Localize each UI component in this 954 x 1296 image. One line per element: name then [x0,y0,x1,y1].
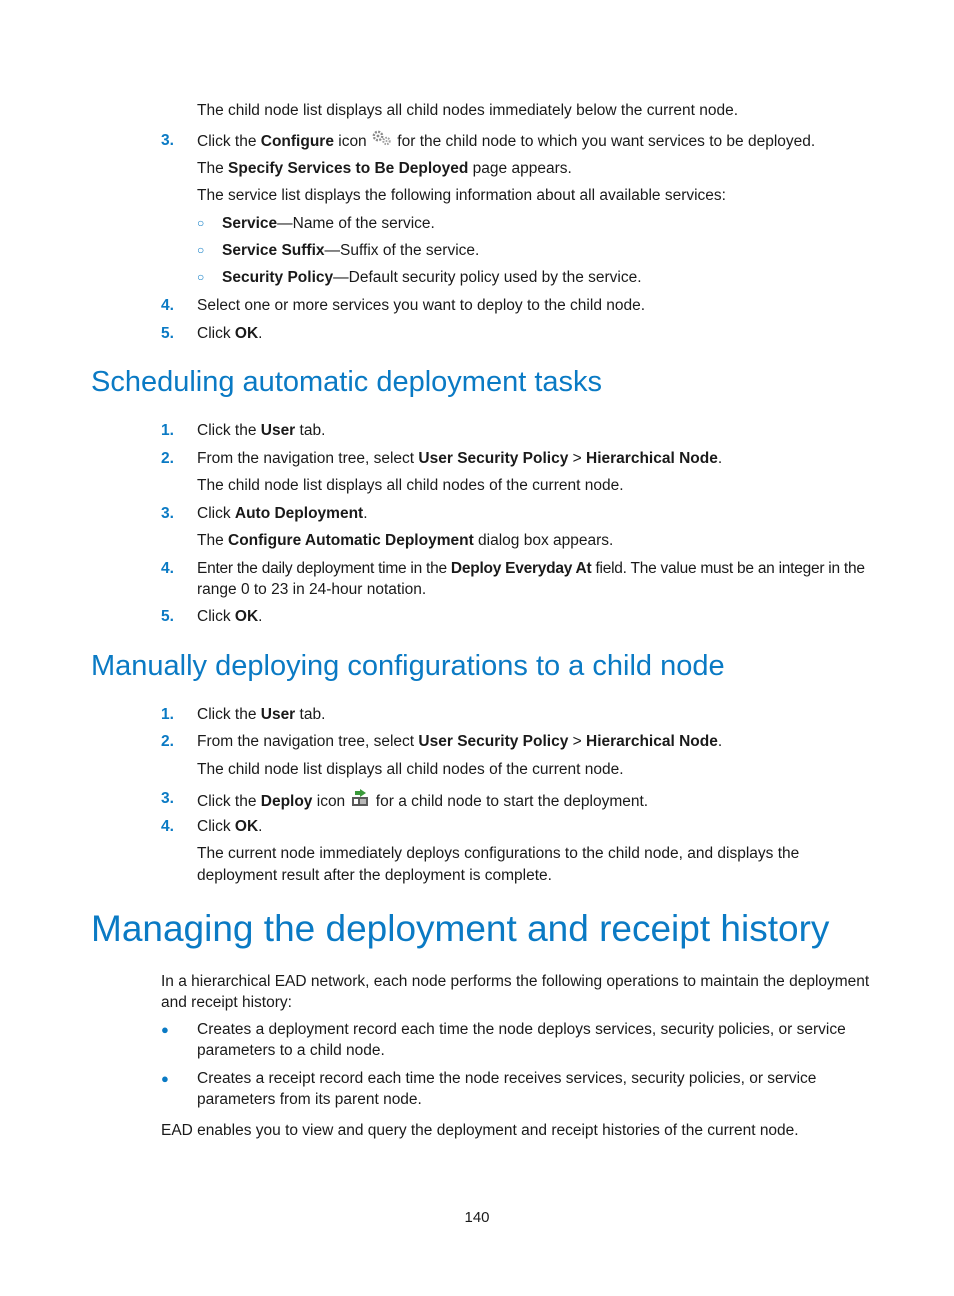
step-text: Click Auto Deployment. [197,505,368,522]
section-heading-manual: Manually deploying configurations to a child node [91,650,725,682]
bullet-marker: ● [161,1022,169,1037]
list-item: Security Policy—Default security policy used by the service. [222,269,642,286]
paragraph: The child node list displays all child nodes immediately below the current node. [197,102,739,119]
chapter-heading-history: Managing the deployment and receipt history [91,908,830,949]
step-number: 3. [161,132,174,149]
step-note: The child node list displays all child nodes of the current node. [197,761,624,778]
list-marker: ○ [197,270,205,284]
step-text: Click OK. [197,325,263,342]
step-number: 4. [161,297,174,314]
bullet-item: Creates a deployment record each time the node deploys services, security policies, or service [197,1021,846,1038]
bullet-item: Creates a receipt record each time the node receives services, security policies, or service [197,1070,817,1087]
step-text: From the navigation tree, select User Security Policy > Hierarchical Node. [197,450,723,467]
section-heading-scheduling: Scheduling automatic deployment tasks [91,366,603,398]
step-note: The service list displays the following information about all available services: [197,187,726,204]
paragraph: EAD enables you to view and query the deployment and receipt histories of the current node. [161,1122,799,1139]
step-note: The Specify Services to Be Deployed page appears. [197,160,572,177]
step-text: Enter the daily deployment time in the Deploy Everyday At field. The value must be an integer in the [197,560,865,577]
step-number: 5. [161,325,174,342]
step-text: Click the User tab. [197,422,326,439]
bullet-item: parameters to a child node. [197,1042,385,1059]
step-number: 4. [161,818,174,835]
step-text: From the navigation tree, select User Security Policy > Hierarchical Node. [197,733,723,750]
step-number: 3. [161,505,174,522]
gear-icon [371,130,393,154]
list-marker: ○ [197,216,205,230]
step-text-continuation: range 0 to 23 in 24-hour notation. [197,581,427,598]
step-number: 2. [161,733,174,750]
step-text: Click the Configure icon for the child node to which you want services to be deployed. [197,130,815,154]
deploy-icon [350,788,372,814]
step-note: The child node list displays all child nodes of the current node. [197,477,624,494]
step-note: The current node immediately deploys configurations to the child node, and displays the [197,845,800,862]
page-number: 140 [464,1209,490,1226]
paragraph: and receipt history: [161,994,292,1011]
step-text: Click OK. [197,608,263,625]
step-number: 5. [161,608,174,625]
step-note: The Configure Automatic Deployment dialog box appears. [197,532,614,549]
step-note: deployment result after the deployment is complete. [197,867,552,884]
step-text: Click the Deploy icon for a child node to start the deployment. [197,788,648,814]
step-number: 2. [161,450,174,467]
step-number: 1. [161,422,174,439]
step-number: 1. [161,706,174,723]
step-number: 3. [161,790,174,807]
step-text: Click the User tab. [197,706,326,723]
list-marker: ○ [197,243,205,257]
bullet-marker: ● [161,1071,169,1086]
list-item: Service Suffix—Suffix of the service. [222,242,480,259]
list-item: Service—Name of the service. [222,215,435,232]
paragraph: In a hierarchical EAD network, each node performs the following operations to maintain the deployment [161,973,870,990]
bullet-item: parameters from its parent node. [197,1091,422,1108]
step-number: 4. [161,560,174,577]
step-text: Click OK. [197,818,263,835]
step-text: Select one or more services you want to deploy to the child node. [197,297,646,314]
